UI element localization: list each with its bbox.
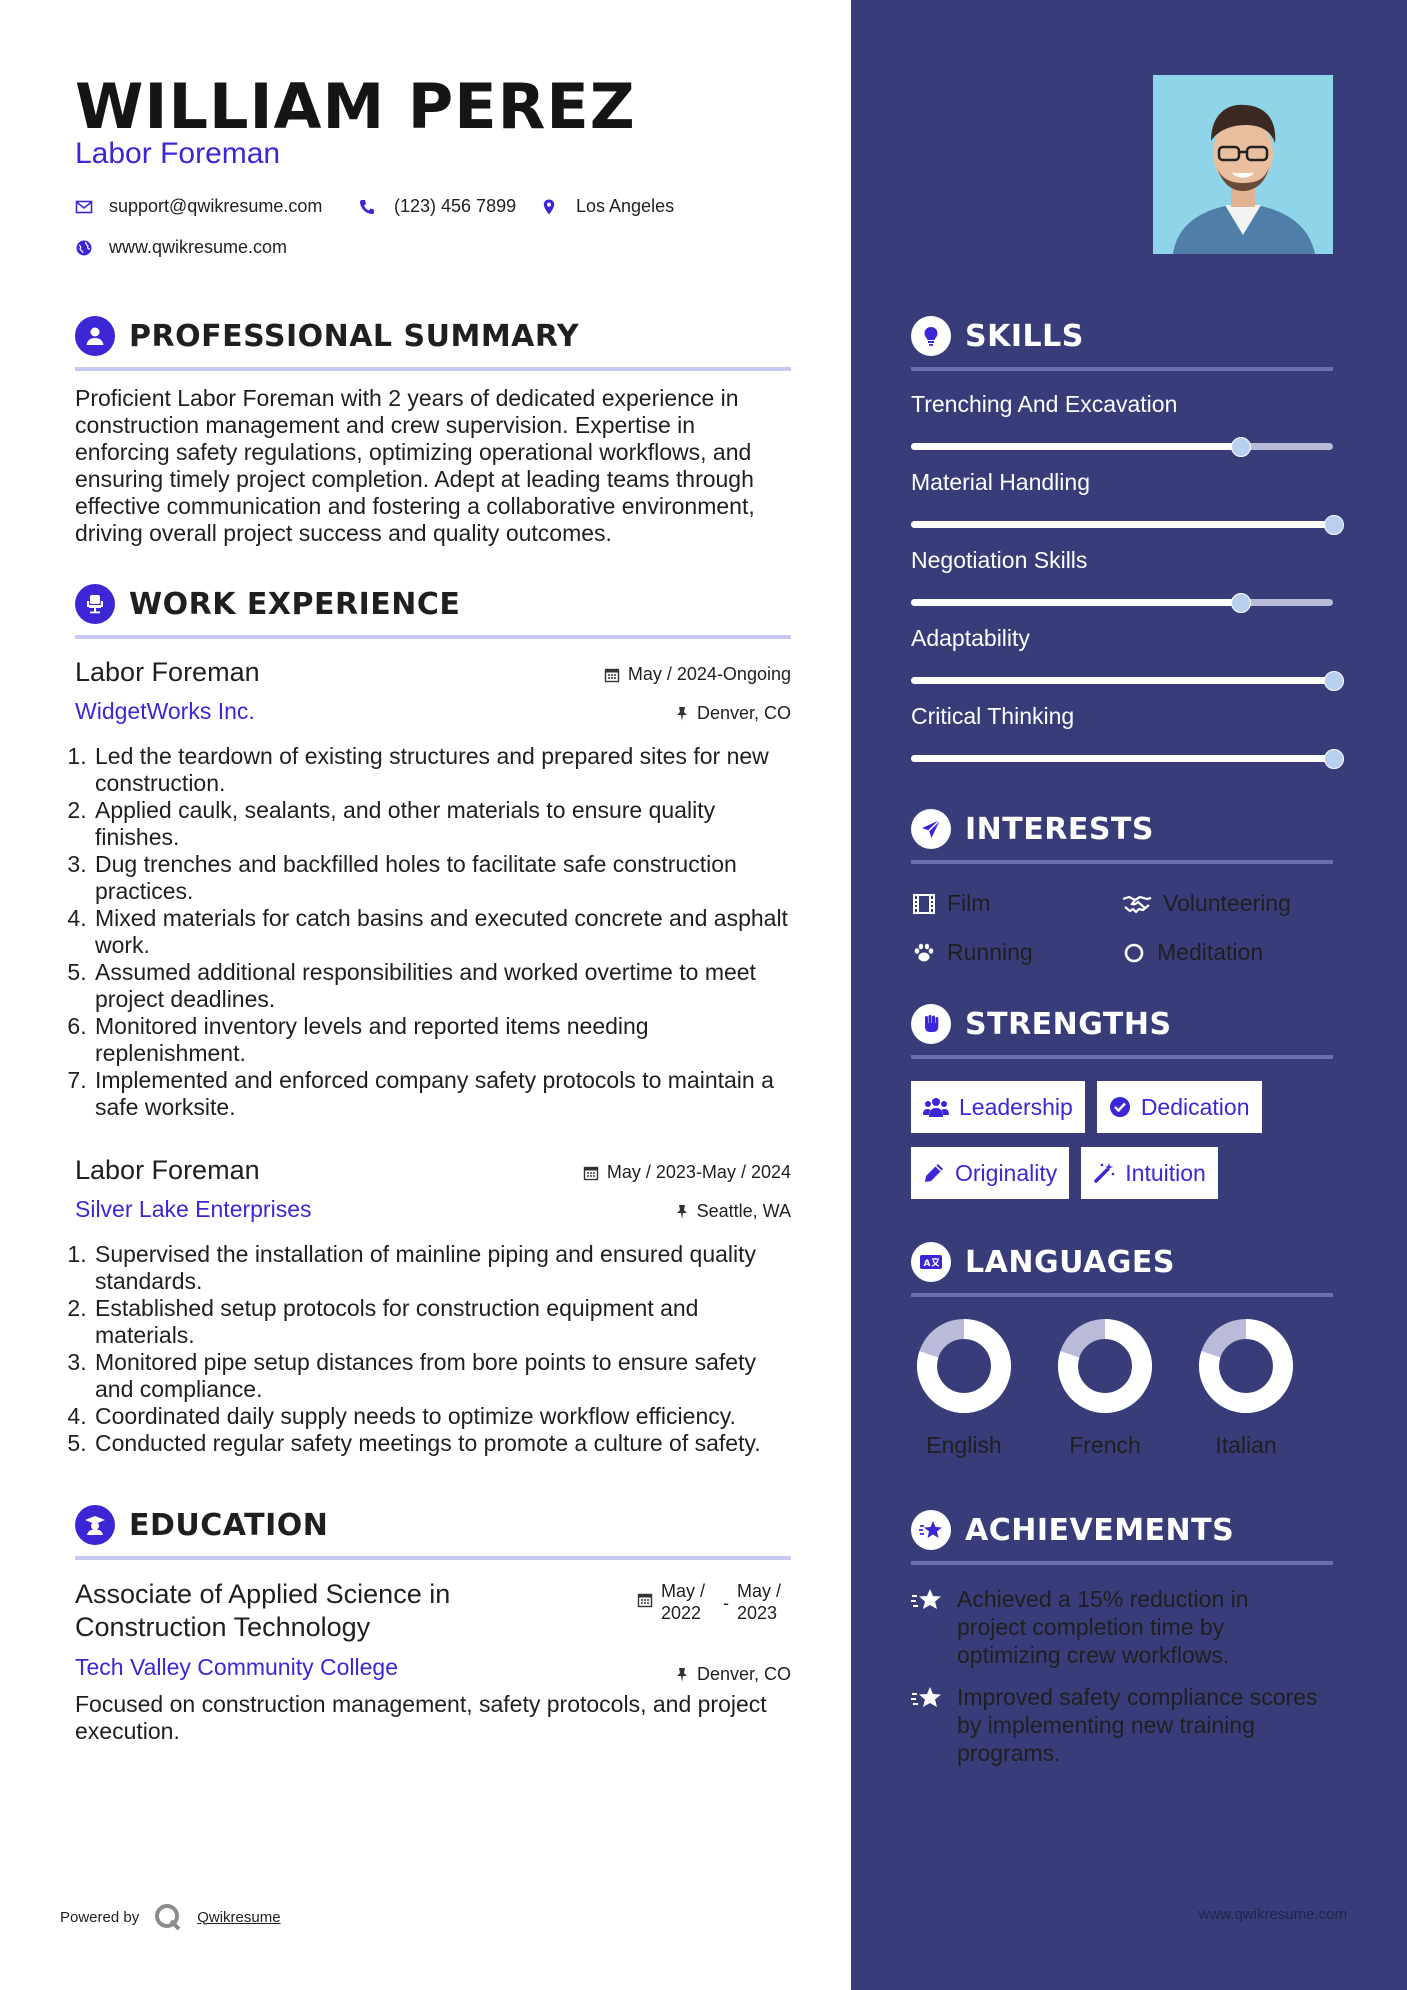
skill-item	[911, 547, 1333, 625]
job-dates-text: May / 2024-Ongoing	[627, 664, 791, 684]
skill-name: Negotiation Skills	[911, 547, 1088, 573]
office-chair-icon	[75, 584, 115, 624]
skill-item	[911, 391, 1333, 469]
list-item: 5. Assumed additional responsibilities and worked overtime to meet project deadlines.	[93, 959, 791, 1013]
skill-item	[911, 703, 1333, 781]
job-bullets	[75, 743, 791, 1121]
star-icon	[911, 1685, 943, 1711]
section-divider	[75, 635, 791, 639]
envelope-icon	[75, 198, 93, 216]
summary-text: Proficient Labor Foreman with 2 years of dedicated experience in construction management and crew supervision. Expertise in enforcing safety regulations, optimizing operational workflows, and ensuring timely project completion. Adept at leading teams through effective communication and fostering a collaborative environment, driving overall project success and quality outcomes.	[75, 385, 755, 546]
skill-bar-knob	[1324, 515, 1344, 535]
star-icon	[911, 1587, 943, 1613]
strength-label: Leadership	[959, 1093, 1073, 1120]
job-location	[675, 703, 791, 724]
section-divider	[911, 1561, 1333, 1565]
start-month: May /	[661, 1581, 706, 1601]
achievement-line: Achieved a 15% reduction in	[957, 1586, 1249, 1612]
job-bullets	[75, 1241, 791, 1457]
paw-icon	[911, 941, 937, 965]
list-item: 5. Conducted regular safety meetings to promote a culture of safety.	[93, 1430, 791, 1457]
date-separator: -	[723, 1593, 729, 1613]
experience-heading: WORK EXPERIENCE	[129, 586, 461, 622]
end-year: 2023	[737, 1603, 778, 1623]
skills-heading: SKILLS	[965, 318, 1084, 354]
experience-section	[75, 583, 791, 1457]
contact-phone[interactable]	[358, 196, 516, 217]
interests-list	[911, 890, 1333, 966]
skill-bar-knob	[1324, 749, 1344, 769]
calendar-icon	[583, 1165, 599, 1181]
footer-powered-by	[60, 1902, 281, 1932]
calendar-icon	[637, 1592, 653, 1608]
section-divider	[75, 367, 791, 371]
language-label: English	[926, 1432, 1002, 1458]
interests-section	[911, 808, 1333, 966]
job-dates	[604, 664, 791, 685]
star-badge-icon	[911, 1510, 951, 1550]
skills-list	[911, 391, 1333, 781]
job-dates-text: May / 2023-May / 2024	[606, 1162, 791, 1182]
education-entry	[75, 1578, 791, 1745]
language-icon	[911, 1242, 951, 1282]
skills-section	[911, 315, 1333, 781]
achievements-heading: ACHIEVEMENTS	[965, 1512, 1235, 1548]
language-item	[1199, 1319, 1293, 1459]
list-item: 4. Mixed materials for catch basins and executed concrete and asphalt work.	[93, 905, 791, 959]
skill-bar	[911, 599, 1333, 606]
strength-badge	[1081, 1147, 1218, 1199]
achievement-item	[911, 1683, 1333, 1767]
list-item: 1. Led the teardown of existing structures and prepared sites for new construction.	[93, 743, 791, 797]
svg-text:A: A	[923, 1259, 931, 1269]
list-item: 3. Monitored pipe setup distances from bore points to ensure safety and compliance.	[93, 1349, 791, 1403]
skill-bar-knob	[1324, 671, 1344, 691]
job-location	[675, 1201, 791, 1222]
strength-label: Originality	[955, 1159, 1058, 1186]
section-divider	[75, 1556, 791, 1560]
achievement-line: programs.	[957, 1740, 1061, 1766]
pencil-icon	[923, 1162, 945, 1184]
job-location-text: Denver, CO	[696, 703, 791, 723]
interest-item	[1121, 890, 1333, 917]
pushpin-icon	[675, 706, 689, 722]
skill-bar	[911, 755, 1333, 762]
candidate-name: WILLIAM PEREZ	[75, 70, 636, 143]
skill-bar-knob	[1231, 437, 1251, 457]
language-item	[1058, 1319, 1152, 1459]
languages-section	[911, 1241, 1333, 1459]
email-text: support@qwikresume.com	[109, 196, 323, 216]
language-item	[917, 1319, 1011, 1459]
skill-bar-fill	[911, 677, 1333, 684]
interest-label: Film	[947, 890, 991, 916]
map-pin-icon	[540, 198, 558, 216]
interest-label: Volunteering	[1163, 890, 1291, 916]
skill-item	[911, 625, 1333, 703]
summary-heading: PROFESSIONAL SUMMARY	[129, 318, 580, 354]
contact-website[interactable]	[75, 237, 287, 258]
job-entry	[75, 657, 791, 1121]
section-divider	[911, 1055, 1333, 1059]
skill-bar	[911, 443, 1333, 450]
raised-fist-icon	[911, 1004, 951, 1044]
interest-item	[911, 939, 1121, 966]
skill-bar-fill	[911, 599, 1240, 606]
language-label: Italian	[1215, 1432, 1277, 1458]
contact-email[interactable]	[75, 196, 322, 217]
location-text: Los Angeles	[576, 196, 675, 216]
brand-link[interactable]: Qwikresume	[197, 1908, 281, 1926]
achievement-line: by implementing new training	[957, 1712, 1255, 1738]
website-text: www.qwikresume.com	[109, 237, 288, 257]
language-label: French	[1069, 1432, 1141, 1458]
list-item: 7. Implemented and enforced company safety protocols to maintain a safe worksite.	[93, 1067, 791, 1121]
skill-bar-knob	[1231, 593, 1251, 613]
powered-by-text: Powered by	[60, 1908, 140, 1926]
skill-bar	[911, 677, 1333, 684]
strength-label: Intuition	[1125, 1159, 1206, 1186]
strengths-heading: STRENGTHS	[965, 1006, 1172, 1042]
language-level-ring	[1058, 1319, 1152, 1413]
interests-heading: INTERESTS	[965, 811, 1154, 847]
phone-text: (123) 456 7899	[394, 196, 517, 216]
job-entry	[75, 1155, 791, 1457]
graduate-icon	[75, 1505, 115, 1545]
job-entry-title: Labor Foreman	[75, 657, 260, 687]
skill-bar-fill	[911, 443, 1240, 450]
users-icon	[923, 1096, 949, 1118]
strength-badge	[911, 1081, 1085, 1133]
contact-location	[540, 196, 674, 217]
circle-icon	[1121, 941, 1147, 965]
job-entry-title: Labor Foreman	[75, 1155, 260, 1185]
profile-photo	[1153, 75, 1333, 254]
education-heading: EDUCATION	[129, 1507, 329, 1543]
globe-icon	[75, 239, 93, 257]
list-item: 1. Supervised the installation of mainline piping and ensured quality standards.	[93, 1241, 791, 1295]
education-section	[75, 1504, 791, 1745]
language-level-ring	[917, 1319, 1011, 1413]
languages-list	[911, 1319, 1333, 1459]
magic-wand-icon	[1093, 1162, 1115, 1184]
job-company: WidgetWorks Inc.	[75, 698, 255, 724]
strengths-section	[911, 1003, 1333, 1199]
phone-icon	[358, 198, 376, 216]
strength-label: Dedication	[1140, 1093, 1250, 1120]
job-dates	[583, 1162, 791, 1183]
job-title: Labor Foreman	[75, 137, 281, 170]
list-item: 3. Dug trenches and backfilled holes to facilitate safe construction practices.	[93, 851, 791, 905]
footer-site[interactable]: www.qwikresume.com	[1198, 1906, 1347, 1923]
achievements-section	[911, 1509, 1333, 1767]
list-item: 2. Established setup protocols for construction equipment and materials.	[93, 1295, 791, 1349]
skill-item	[911, 469, 1333, 547]
language-level-ring	[1199, 1319, 1293, 1413]
degree-line: Associate of Applied Science in	[75, 1579, 451, 1609]
strengths-list	[911, 1081, 1333, 1199]
list-item: 6. Monitored inventory levels and reported items needing replenishment.	[93, 1013, 791, 1067]
section-divider	[911, 860, 1333, 864]
job-location-text: Seattle, WA	[696, 1201, 791, 1221]
end-month: May /	[737, 1581, 782, 1601]
qwikresume-logo-icon	[153, 1902, 183, 1932]
handshake-icon	[1121, 892, 1153, 916]
job-company: Silver Lake Enterprises	[75, 1196, 312, 1222]
skill-name: Material Handling	[911, 469, 1090, 495]
interest-item	[911, 890, 1121, 917]
list-item: 4. Coordinated daily supply needs to optimize workflow efficiency.	[93, 1403, 791, 1430]
achievement-line: project completion time by	[957, 1614, 1225, 1640]
interest-label: Running	[947, 939, 1033, 965]
strength-badge	[911, 1147, 1069, 1199]
interest-item	[1121, 939, 1333, 966]
skill-name: Trenching And Excavation	[911, 391, 1178, 417]
skill-name: Adaptability	[911, 625, 1030, 651]
achievement-line: optimizing crew workflows.	[957, 1642, 1230, 1668]
section-divider	[911, 1293, 1333, 1297]
skill-name: Critical Thinking	[911, 703, 1075, 729]
languages-heading: LANGUAGES	[965, 1244, 1175, 1280]
calendar-icon	[604, 667, 620, 683]
achievement-line: Improved safety compliance scores	[957, 1684, 1318, 1710]
skill-bar-fill	[911, 755, 1333, 762]
skill-bar	[911, 521, 1333, 528]
start-year: 2022	[661, 1603, 702, 1623]
pushpin-icon	[675, 1667, 689, 1683]
paper-plane-icon	[911, 809, 951, 849]
check-circle-icon	[1109, 1096, 1131, 1118]
education-location-text: Denver, CO	[696, 1664, 791, 1684]
film-icon	[911, 892, 937, 916]
degree-line: Construction Technology	[75, 1612, 371, 1642]
section-divider	[911, 367, 1333, 371]
pushpin-icon	[675, 1204, 689, 1220]
school-name: Tech Valley Community College	[75, 1654, 398, 1680]
list-item: 2. Applied caulk, sealants, and other materials to ensure quality finishes.	[93, 797, 791, 851]
education-dates	[637, 1580, 791, 1624]
user-icon	[75, 316, 115, 356]
summary-section	[75, 315, 791, 547]
education-location	[675, 1664, 791, 1685]
skill-bar-fill	[911, 521, 1333, 528]
education-description: Focused on construction management, safety protocols, and project execution.	[75, 1691, 767, 1744]
achievement-item	[911, 1585, 1333, 1669]
interest-label: Meditation	[1157, 939, 1264, 965]
lightbulb-icon	[911, 316, 951, 356]
strength-badge	[1097, 1081, 1262, 1133]
